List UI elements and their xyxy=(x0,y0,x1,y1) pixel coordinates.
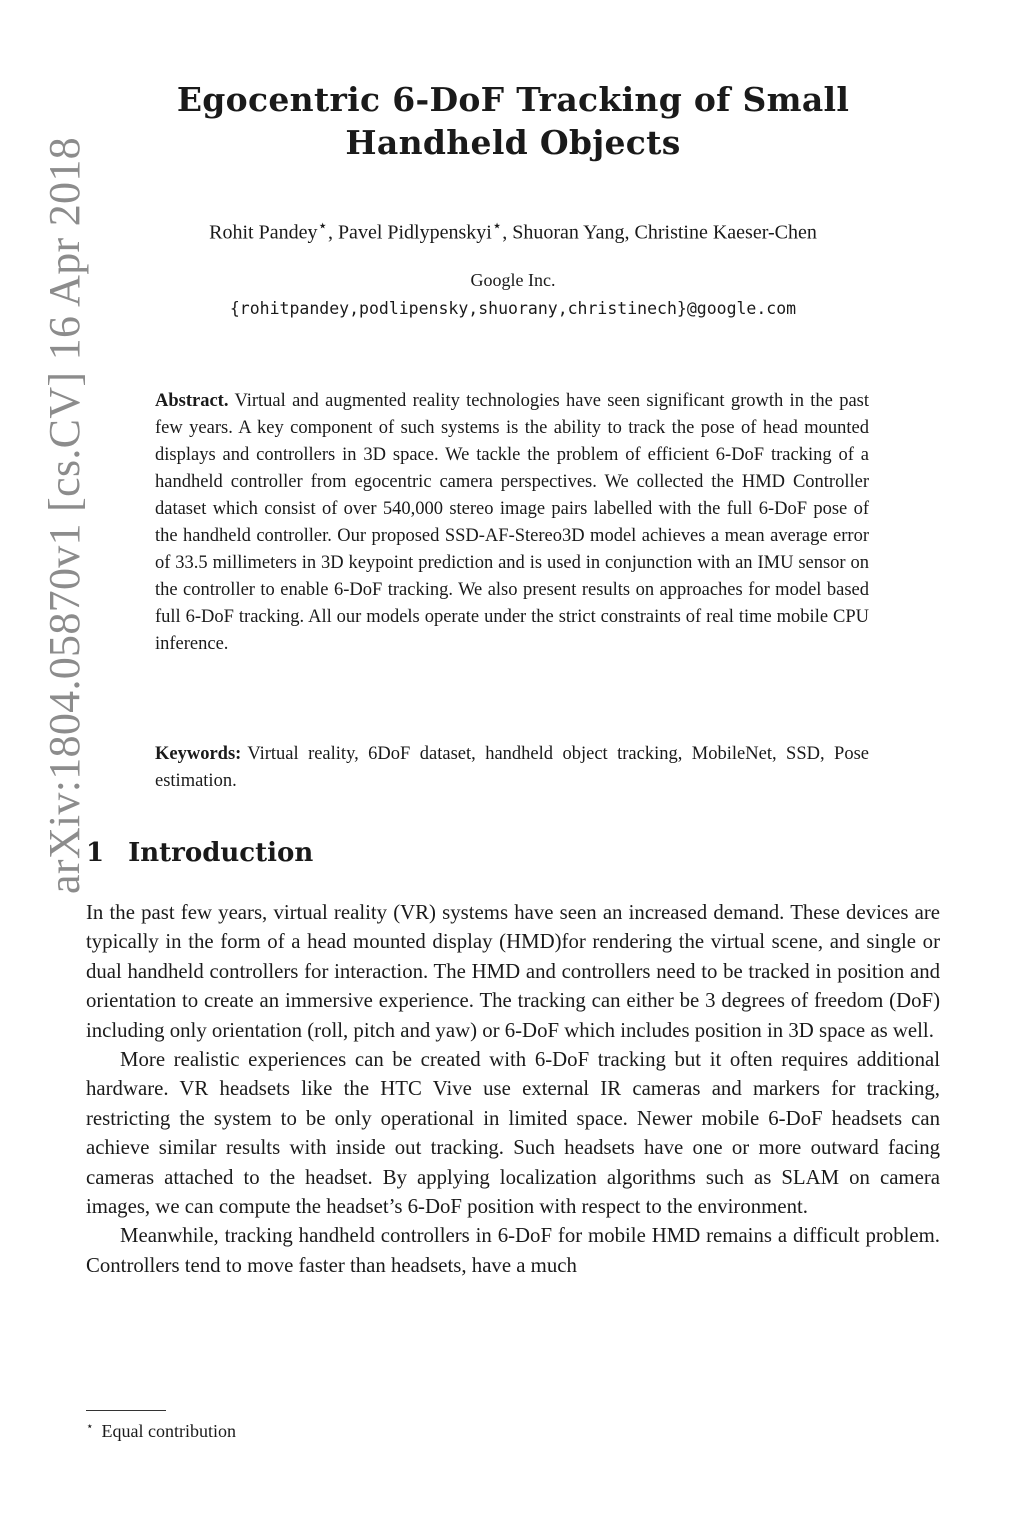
keywords xyxy=(155,741,869,795)
arxiv-identifier: arXiv:1804.05870v1 [cs.CV] 16 Apr 2018 xyxy=(39,136,89,894)
author-name: Pavel Pidlypenskyi xyxy=(337,221,492,244)
paragraph: In the past few years, virtual reality (VR) systems have seen an increased demand. These devices are typically in the form of a head mounted display (HMD)for rendering the virtual scene, and single or dual handheld controllers for interaction. The HMD and controllers need to be tracked in position and orientation to create an immersive experience. The tracking can either be 3 degrees of freedom (DoF) including only orientation (roll, pitch and yaw) or 6-DoF which includes position in 3D space as well. xyxy=(86,901,940,1042)
section-number: 1 xyxy=(86,838,105,868)
section-heading xyxy=(86,838,313,868)
body-text xyxy=(86,898,940,1280)
keywords-text: Virtual reality, 6DoF dataset, handheld object tracking, MobileNet, SSD, Pose estimation. xyxy=(155,744,869,791)
keywords-label: Keywords: xyxy=(155,744,242,764)
author-emails: {rohitpandey,podlipensky,shuorany,christinech}@google.com xyxy=(229,299,797,318)
abstract xyxy=(155,388,869,658)
section-title: Introduction xyxy=(128,838,314,868)
paper-title: Egocentric 6-DoF Tracking of Small Handheld Objects xyxy=(176,80,850,162)
footnote-mark: ⋆ xyxy=(86,1419,94,1433)
abstract-text: Virtual and augmented reality technologies have seen significant growth in the past few years. A key component of such systems is the ability to track the pose of head mounted displays and controllers in 3D space. We tackle the problem of efficient 6-DoF tracking of a handheld controller from egocentric camera perspectives. We collected the HMD Controller dataset which consist of over 540,000 stereo image pairs labelled with the full 6-DoF pose of the handheld controller. Our proposed SSD-AF-Stereo3D model achieves a mean average error of 33.5 millimeters in 3D keypoint prediction and is used in conjunction with an IMU sensor on the controller to enable 6-DoF tracking. We also present results on approaches for model based full 6-DoF tracking. All our models operate under the strict constraints of real time mobile CPU inference. xyxy=(155,391,869,654)
author-name: Shuoran Yang xyxy=(512,221,625,244)
arxiv-sidebar xyxy=(36,80,92,950)
author-name: Rohit Pandey xyxy=(209,221,318,244)
author-list: Rohit Pandey⋆, Pavel Pidlypenskyi⋆, Shuoran Yang, Christine Kaeser-Chen xyxy=(209,216,817,244)
footnote-text: Equal contribution xyxy=(101,1421,236,1441)
paragraph: Meanwhile, tracking handheld controllers in 6-DoF for mobile HMD remains a difficult problem. Controllers tend to move faster than headsets, have a much xyxy=(86,1224,940,1277)
footnote xyxy=(86,1419,236,1442)
affiliation: Google Inc. xyxy=(470,270,556,290)
author-mark: ⋆ xyxy=(317,216,328,235)
paragraph: More realistic experiences can be created with 6-DoF tracking but it often requires additional hardware. VR headsets like the HTC Vive use external IR cameras and markers for tracking, restricting the system to be only operational in limited space. Newer mobile 6-DoF headsets can achieve similar results with inside out tracking. Such headsets have one or more outward facing cameras attached to the headset. By applying localization algorithms such as SLAM on camera images, we can compute the headset’s 6-DoF position with respect to the environment. xyxy=(86,1048,940,1219)
author-mark: ⋆ xyxy=(491,216,503,235)
author-name: Christine Kaeser-Chen xyxy=(634,221,817,244)
footnote-rule xyxy=(86,1410,166,1411)
abstract-label: Abstract. xyxy=(155,391,229,411)
